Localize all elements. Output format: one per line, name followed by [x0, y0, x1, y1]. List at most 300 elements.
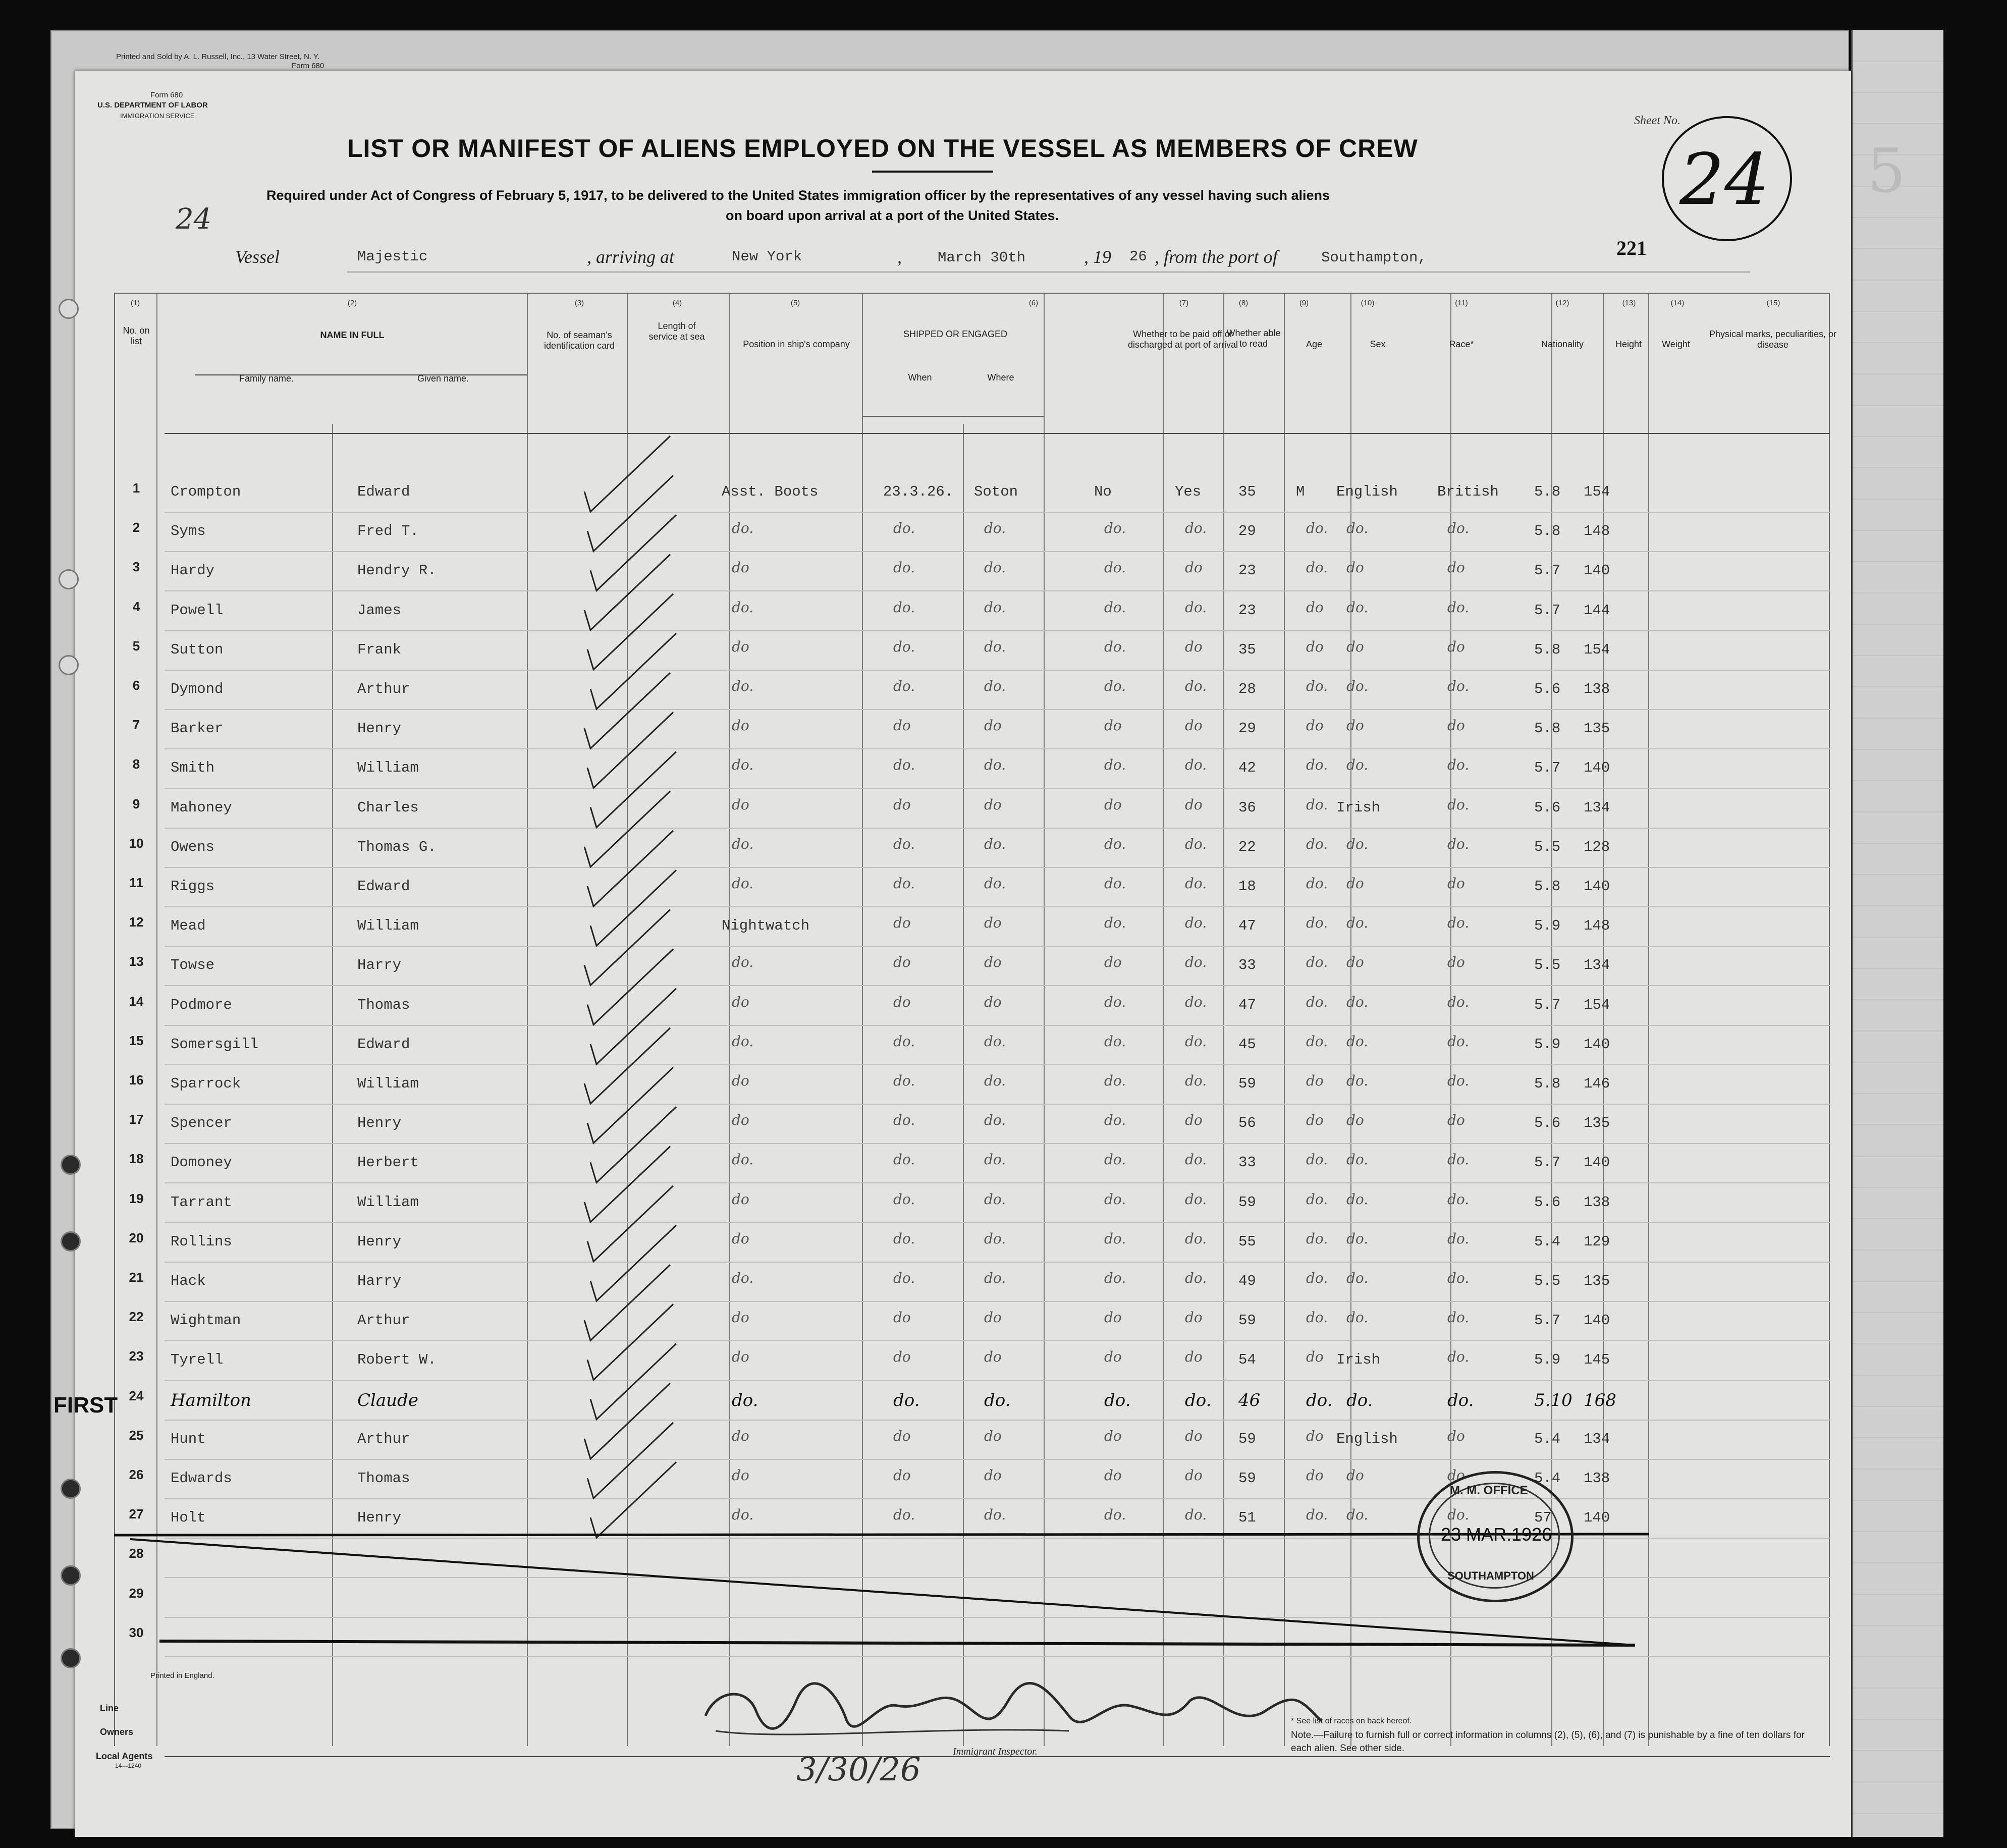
cell-when: do. [893, 756, 915, 774]
cell-paid: do [1104, 1427, 1122, 1444]
first-annotation: FIRST [53, 1393, 118, 1418]
col1-label: No. on list [123, 325, 150, 346]
stamp-bottom-text: SOUTHAMPTON [1447, 1569, 1534, 1582]
cell-weight: 134 [1584, 799, 1610, 816]
cell-race: do [1346, 559, 1364, 576]
cell-age: 46 [1238, 1390, 1261, 1410]
cell-given: Frank [357, 641, 402, 658]
cell-where: do. [984, 1270, 1006, 1286]
cell-read: do. [1185, 875, 1207, 892]
cell-nationality: do. [1447, 1390, 1474, 1410]
cell-family: Edwards [171, 1470, 232, 1487]
cell-height: 5.7 [1534, 996, 1561, 1013]
col2-family-label: Family name. [239, 373, 294, 384]
cell-paid: do [1104, 717, 1122, 734]
cell-read: do. [1185, 678, 1207, 694]
cell-when: do [893, 914, 911, 932]
cell-nationality: do. [1447, 756, 1470, 774]
cell-where: do [984, 1309, 1002, 1326]
row-number: 13 [129, 954, 144, 969]
check-mark [590, 1225, 676, 1301]
cell-when: do. [893, 520, 915, 537]
cell-family: Powell [171, 602, 224, 619]
cell-family: Wightman [171, 1312, 241, 1329]
cell-sex: do. [1306, 559, 1328, 576]
cell-race: do. [1346, 1032, 1369, 1050]
cell-height: 5.9 [1534, 1036, 1561, 1053]
service: IMMIGRATION SERVICE [120, 112, 195, 120]
cell-nationality: do [1447, 875, 1465, 892]
cell-when: do. [893, 599, 915, 616]
cell-age: 54 [1238, 1351, 1256, 1369]
arriving-label: , arriving at [587, 247, 675, 267]
check-mark [587, 831, 673, 906]
row-number: 16 [129, 1072, 144, 1088]
check-mark [590, 1107, 676, 1182]
cell-sex: do. [1306, 1151, 1328, 1168]
cell-weight: 154 [1584, 483, 1610, 500]
cell-family: Towse [171, 957, 215, 974]
cell-family: Hardy [171, 562, 215, 579]
row-number: 24 [129, 1388, 144, 1403]
adjacent-page-edge [1851, 30, 1943, 1837]
cell-sex: do [1306, 1427, 1324, 1444]
inspector-label: Immigrant Inspector. [953, 1746, 1038, 1757]
cell-height: 5.10 [1534, 1390, 1572, 1410]
cell-weight: 140 [1584, 1036, 1610, 1053]
row-number: 26 [129, 1467, 144, 1482]
cell-race: do. [1346, 1270, 1369, 1286]
cell-position: do. [732, 1506, 754, 1524]
col3-label: No. of seaman's identification card [544, 330, 615, 351]
cell-family: Hunt [171, 1430, 206, 1447]
cell-when: do. [893, 678, 915, 694]
cell-read: do [1185, 796, 1203, 813]
cell-when: do. [893, 875, 915, 892]
cell-where: do. [984, 1072, 1006, 1089]
cell-given: William [357, 1193, 419, 1211]
row-number: 10 [129, 835, 144, 851]
cell-where: do. [984, 875, 1006, 892]
cell-given: Arthur [357, 1430, 410, 1447]
cell-given: Charles [357, 799, 419, 816]
row-number: 6 [132, 678, 140, 693]
cell-read: do. [1185, 914, 1207, 932]
cell-age: 59 [1238, 1470, 1256, 1487]
cell-height: 57 [1534, 1509, 1552, 1527]
note-races: * See list of races on back hereof. [1291, 1717, 1412, 1725]
col11-num: (11) [1455, 299, 1468, 307]
row-number: 28 [129, 1546, 144, 1561]
cell-where: do. [984, 1230, 1006, 1247]
check-mark [584, 436, 670, 512]
cell-read: do. [1185, 835, 1207, 852]
row-number: 21 [129, 1270, 144, 1285]
cell-weight: 128 [1584, 838, 1610, 855]
cell-family: Syms [171, 523, 206, 540]
cell-family: Sutton [171, 641, 224, 658]
stamp-date: 23 MAR.1926 [1441, 1524, 1552, 1545]
cell-read: do. [1185, 993, 1207, 1010]
cell-nationality: do. [1447, 1270, 1470, 1286]
cell-position: do. [732, 875, 754, 892]
cell-when: do [893, 954, 911, 971]
cell-where: do [984, 796, 1002, 813]
check-mark [587, 594, 673, 670]
check-mark [584, 1028, 670, 1104]
row-number: 1 [132, 480, 140, 496]
col9-num: (9) [1299, 299, 1309, 307]
form-top: Form 680 [292, 62, 324, 70]
cell-paid: do. [1104, 1190, 1126, 1208]
cell-when: do. [893, 1190, 915, 1208]
cell-where: do. [984, 835, 1006, 852]
footer-owners-label: Owners [100, 1727, 134, 1737]
cell-race: do. [1346, 1230, 1369, 1247]
cell-read: do. [1185, 1151, 1207, 1168]
col15-label: Physical marks, peculiarities, or disease [1709, 329, 1837, 350]
check-mark [590, 1462, 676, 1538]
check-mark [590, 633, 676, 709]
cell-family: Somersgill [171, 1036, 259, 1053]
cell-when: do. [893, 1032, 915, 1050]
cell-sex: do. [1306, 993, 1328, 1010]
row-number: 4 [132, 599, 140, 614]
cell-weight: 138 [1584, 1470, 1610, 1487]
cell-family: Smith [171, 759, 215, 777]
cell-weight: 146 [1584, 1075, 1610, 1092]
cell-read: do [1185, 559, 1203, 576]
cell-where: do [984, 993, 1002, 1010]
cell-given: Thomas [357, 996, 410, 1013]
cell-height: 5.5 [1534, 838, 1561, 855]
cell-where: do. [984, 1190, 1006, 1208]
cell-position: do [732, 1427, 749, 1444]
cell-nationality: do [1447, 1427, 1465, 1444]
cell-paid: do. [1104, 1151, 1126, 1168]
form-number: Form 680 [150, 91, 183, 99]
cell-nationality: do. [1447, 1348, 1470, 1366]
cell-race: Irish [1336, 799, 1381, 816]
cell-age: 33 [1238, 1154, 1256, 1171]
closing-line-bottom [159, 1641, 1635, 1645]
manifest-sheet [53, 52, 1851, 1837]
cell-read: do. [1185, 1072, 1207, 1089]
col8-label: Whether able to read [1226, 328, 1281, 349]
col14-label: Weight [1662, 339, 1690, 349]
check-mark [584, 673, 670, 748]
cell-paid: do. [1104, 1112, 1126, 1129]
cell-read: do [1185, 1467, 1203, 1484]
col14-num: (14) [1670, 299, 1685, 307]
col4-num: (4) [672, 299, 682, 307]
row-number: 7 [132, 717, 140, 733]
cell-weight: 140 [1584, 1312, 1610, 1329]
cell-age: 51 [1238, 1509, 1256, 1527]
cell-position: do. [732, 1032, 754, 1050]
cell-sex: do [1306, 1072, 1324, 1089]
cell-paid: do. [1104, 1390, 1131, 1410]
col10-num: (10) [1361, 299, 1375, 307]
cell-nationality: do. [1447, 1230, 1470, 1247]
cell-paid: do. [1104, 1032, 1126, 1050]
col15-num: (15) [1766, 299, 1780, 307]
cell-race: English [1336, 483, 1398, 500]
footer-agents-label: Local Agents [96, 1751, 153, 1761]
cell-when: do [893, 1348, 911, 1366]
cell-family: Dymond [171, 681, 224, 697]
cell-age: 59 [1238, 1075, 1256, 1092]
row-number: 27 [129, 1506, 144, 1522]
cell-age: 36 [1238, 799, 1256, 816]
col4-label: Length of service at sea [648, 321, 705, 342]
check-mark [584, 1265, 670, 1340]
cell-height: 5.5 [1534, 957, 1561, 974]
cell-family: Riggs [171, 878, 215, 895]
check-mark [587, 949, 673, 1025]
cell-sex: do. [1306, 520, 1328, 537]
cell-family: Mead [171, 917, 206, 935]
cell-read: do. [1185, 599, 1207, 616]
cell-given: Hendry R. [357, 562, 437, 579]
cell-nationality: do. [1447, 1032, 1470, 1050]
cell-sex: do. [1306, 1506, 1328, 1524]
cell-when: do [893, 993, 911, 1010]
cell-position: do [732, 559, 749, 576]
cell-race: do. [1346, 599, 1369, 616]
cell-paid: do. [1104, 835, 1126, 852]
cell-race: do. [1346, 993, 1369, 1010]
cell-when: do [893, 1427, 911, 1444]
cell-race: English [1336, 1430, 1398, 1447]
cell-age: 29 [1238, 523, 1256, 540]
cell-nationality: do. [1447, 678, 1470, 694]
check-mark [584, 555, 670, 630]
cell-position: do [732, 1112, 749, 1129]
cell-paid: do. [1104, 678, 1126, 694]
cell-given: Herbert [357, 1154, 419, 1171]
manifest-title: LIST OR MANIFEST OF ALIENS EMPLOYED ON THE VESSEL AS MEMBERS OF CREW [347, 134, 1418, 162]
cell-read: do. [1185, 756, 1207, 774]
cell-nationality: do. [1447, 914, 1470, 932]
cell-nationality: do. [1447, 993, 1470, 1010]
cell-given: Arthur [357, 681, 410, 697]
cell-when: do [893, 796, 911, 813]
check-mark [587, 712, 673, 788]
cell-family: Spencer [171, 1115, 232, 1132]
row-number: 19 [129, 1190, 144, 1206]
cell-height: 5.8 [1534, 1075, 1561, 1092]
cell-sex: do. [1306, 835, 1328, 852]
cell-sex: do. [1306, 1390, 1333, 1410]
footer-agents-code: 14—1240 [115, 1762, 142, 1769]
cell-race: do. [1346, 678, 1369, 694]
year-label: , 19 [1084, 247, 1111, 267]
subtitle-line-2: on board upon arrival at a port of the United States. [726, 208, 1059, 223]
cell-paid: do. [1104, 559, 1126, 576]
cell-when: 23.3.26. [883, 483, 954, 500]
cell-age: 47 [1238, 917, 1256, 935]
cell-weight: 140 [1584, 759, 1610, 777]
cell-read: do. [1185, 1270, 1207, 1286]
cell-height: 5.6 [1534, 1193, 1561, 1211]
cell-read: do. [1185, 1230, 1207, 1247]
col13-num: (13) [1622, 299, 1636, 307]
cell-weight: 134 [1584, 957, 1610, 974]
row-number: 12 [129, 914, 144, 930]
cell-given: Henry [357, 1115, 402, 1132]
cell-nationality: do. [1447, 1309, 1470, 1326]
row-number: 9 [132, 796, 140, 811]
cell-weight: 154 [1584, 996, 1610, 1013]
cell-family: Hamilton [171, 1390, 251, 1410]
cell-family: Rollins [171, 1233, 232, 1250]
cell-sex: do [1306, 1467, 1324, 1484]
vessel-name: Majestic [357, 248, 428, 265]
cell-read: do. [1185, 1506, 1207, 1524]
cell-age: 42 [1238, 759, 1256, 777]
cell-given: Edward [357, 483, 410, 500]
cell-given: William [357, 917, 419, 935]
cell-where: do [984, 954, 1002, 971]
col6-when-label: When [908, 372, 932, 383]
cell-where: do. [984, 1112, 1006, 1129]
cell-family: Crompton [171, 483, 241, 500]
cell-position: do. [732, 678, 754, 694]
cell-when: do [893, 1467, 911, 1484]
cell-sex: do [1306, 717, 1324, 734]
check-mark [587, 1186, 673, 1262]
cell-race: do [1346, 954, 1364, 971]
cell-position: Nightwatch [722, 917, 810, 935]
cell-family: Sparrock [171, 1075, 241, 1092]
cell-weight: 135 [1584, 1273, 1610, 1289]
cell-race: do. [1346, 520, 1369, 537]
cell-weight: 148 [1584, 523, 1610, 540]
cell-weight: 140 [1584, 1154, 1610, 1171]
check-mark [587, 1423, 673, 1498]
stamp-top-text: M. M. OFFICE [1450, 1484, 1528, 1497]
cell-paid: do [1104, 1467, 1122, 1484]
cell-family: Hack [171, 1273, 206, 1289]
cell-when: do. [893, 1112, 915, 1129]
row-number: 30 [129, 1624, 144, 1640]
cell-read: do [1185, 1348, 1203, 1366]
cell-family: Tyrell [171, 1351, 224, 1369]
cell-given: William [357, 1075, 419, 1092]
cell-height: 5.6 [1534, 1115, 1561, 1132]
check-mark [584, 791, 670, 867]
cell-paid: No [1094, 483, 1112, 500]
cell-race: do. [1346, 1190, 1369, 1208]
cell-age: 47 [1238, 996, 1256, 1013]
page-mark: 24 [176, 203, 212, 236]
col10-label: Sex [1370, 339, 1386, 349]
row-number: 25 [129, 1427, 144, 1443]
col5-label: Position in ship's company [743, 339, 850, 349]
cell-sex: do. [1306, 1270, 1328, 1286]
cell-given: Arthur [357, 1312, 410, 1329]
col7-label: Whether to be paid off or discharged at port of arrival [1127, 329, 1238, 350]
cell-nationality: do [1447, 717, 1465, 734]
cell-given: Henry [357, 1233, 402, 1250]
pen-marks [75, 71, 1851, 1837]
cell-height: 5.6 [1534, 681, 1561, 697]
check-mark [584, 1383, 670, 1459]
cell-paid: do [1104, 954, 1122, 971]
row-number: 5 [132, 638, 140, 654]
cell-family: Podmore [171, 996, 232, 1013]
subtitle-line-1: Required under Act of Congress of February 5, 1917, to be delivered to the United States immigration officer by the representatives of any vessel having such aliens [266, 188, 1330, 203]
cell-sex: do. [1306, 1309, 1328, 1326]
cell-family: Domoney [171, 1154, 232, 1171]
cell-position: do [732, 1309, 749, 1326]
cell-weight: 134 [1584, 1430, 1610, 1447]
cell-age: 23 [1238, 602, 1256, 619]
cell-where: do. [984, 638, 1006, 655]
department: U.S. DEPARTMENT OF LABOR [97, 101, 208, 110]
col7-num: (7) [1179, 299, 1189, 307]
cell-race: do. [1346, 1072, 1369, 1089]
cell-given: James [357, 602, 402, 619]
check-mark [587, 1067, 673, 1143]
cell-nationality: do [1447, 1467, 1465, 1484]
cell-height: 5.4 [1534, 1470, 1561, 1487]
cell-weight: 154 [1584, 641, 1610, 658]
date-comma: , [897, 247, 902, 267]
cell-nationality: do. [1447, 835, 1470, 852]
cell-sex: do [1306, 638, 1324, 655]
cell-sex: do. [1306, 954, 1328, 971]
col6-num: (6) [1028, 299, 1039, 307]
cell-given: Edward [357, 1036, 410, 1053]
cell-when: do. [893, 1072, 915, 1089]
cell-when: do [893, 1309, 911, 1326]
margin-mark: 5 [1867, 136, 1906, 206]
cell-read: do. [1185, 1390, 1212, 1410]
cell-family: Holt [171, 1509, 206, 1527]
cell-race: do [1346, 1112, 1364, 1129]
cell-read: do. [1185, 520, 1207, 537]
cell-position: do. [732, 835, 754, 852]
cell-nationality: do [1447, 559, 1465, 576]
sheet-no-label: Sheet No. [1634, 114, 1680, 127]
vessel-label: Vessel [235, 247, 280, 267]
cell-paid: do. [1104, 599, 1126, 616]
cell-where: do [984, 1427, 1002, 1444]
arrival-date: March 30th [938, 249, 1026, 266]
cell-when: do [893, 717, 911, 734]
cell-paid: do. [1104, 1506, 1126, 1524]
year-value: 26 [1129, 248, 1147, 265]
cell-position: do. [732, 954, 754, 971]
cell-height: 5.7 [1534, 562, 1561, 579]
cell-where: do. [984, 559, 1006, 576]
cell-where: do. [984, 1151, 1006, 1168]
cell-when: do. [893, 1151, 915, 1168]
cell-nationality: do. [1447, 1190, 1470, 1208]
cell-given: Claude [357, 1390, 418, 1410]
cell-age: 59 [1238, 1430, 1256, 1447]
cell-race: do. [1346, 756, 1369, 774]
cell-race: do [1346, 638, 1364, 655]
check-mark [587, 475, 673, 551]
cell-where: do. [984, 1032, 1006, 1050]
cell-age: 29 [1238, 720, 1256, 737]
row-number: 14 [129, 993, 144, 1009]
cell-height: 5.7 [1534, 759, 1561, 777]
cell-paid: do [1104, 796, 1122, 813]
